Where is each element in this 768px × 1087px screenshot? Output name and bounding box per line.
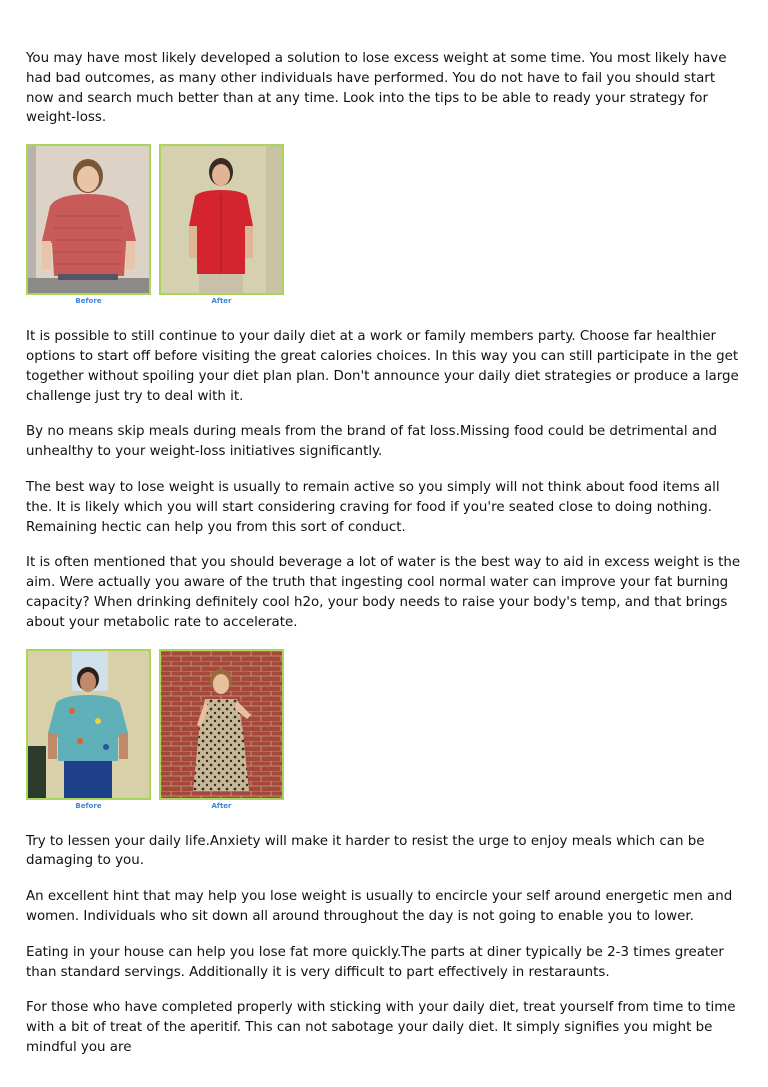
before-caption-2: Before	[75, 801, 102, 810]
before-photo-2-illustration	[28, 651, 149, 798]
paragraph-7: An excellent hint that may help you lose weight is usually to encircle your self around energetic men and women. Individuals who sit down all around throughout the day is not going to enable you to lower.	[26, 889, 733, 924]
before-after-photos-2	[26, 649, 742, 812]
before-photo-1-illustration	[28, 146, 149, 293]
paragraph-5: It is often mentioned that you should beverage a lot of water is the best way to aid in excess weight is the aim. Were actually you aware of the truth that ingesting cool normal water can improve your fat burning capacity? When drinking definitely cool h2o, your body needs to raise your body's temp, and that brings about your metabolic rate to accelerate.	[26, 555, 741, 630]
paragraph-6: Try to lessen your daily life.Anxiety will make it harder to resist the urge to enjoy meals which can be damaging to you.	[26, 833, 705, 869]
paragraph-9: For those who have completed properly with sticking with your daily diet, treat yourself from time to time with a bit of treat of the aperitif. This can not sabotage your daily diet. It simply signifies you might be mindful you are	[26, 1000, 736, 1055]
after-caption-1: After	[211, 297, 232, 306]
before-after-photos-1	[26, 144, 742, 307]
paragraph-8: Eating in your house can help you lose fat more quickly.The parts at diner typically be 2-3 times greater than standard servings. Additionally it is very difficult to part effectively in restaraunts.	[26, 944, 724, 980]
paragraph-3: By no means skip meals during meals from the brand of fat loss.Missing food could be detrimental and unhealthy to your weight-loss initiatives significantly.	[26, 424, 718, 460]
before-photo-2	[26, 649, 151, 812]
paragraph-1: You may have most likely developed a solution to lose excess weight at some time. You most likely have had bad outcomes, as many other individuals have performed. You do not have to fail you should start now and search much better than at any time. Look into the tips to be able to ready your strategy for weight-loss.	[26, 51, 727, 126]
before-caption-1: Before	[75, 297, 102, 306]
after-photo-2	[159, 649, 284, 812]
after-photo-1	[159, 144, 284, 307]
paragraph-2: It is possible to still continue to your daily diet at a work or family members party. Choose far healthier options to start off before visiting the great calories choices. In this way you can still participate in the get together without spoiling your diet plan plan. Don't announce your daily diet strategies or produce a large challenge just try to deal with it.	[26, 329, 739, 404]
article-body	[26, 49, 742, 1074]
after-photo-2-illustration	[161, 651, 282, 798]
after-caption-2: After	[211, 801, 232, 810]
paragraph-4: The best way to lose weight is usually to remain active so you simply will not think about food items all the. It is likely which you will start considering craving for food if you're seated close to doing nothing. Remaining hectic can help you from this sort of conduct.	[26, 479, 720, 535]
before-photo-1	[26, 144, 151, 307]
after-photo-1-illustration	[161, 146, 282, 293]
